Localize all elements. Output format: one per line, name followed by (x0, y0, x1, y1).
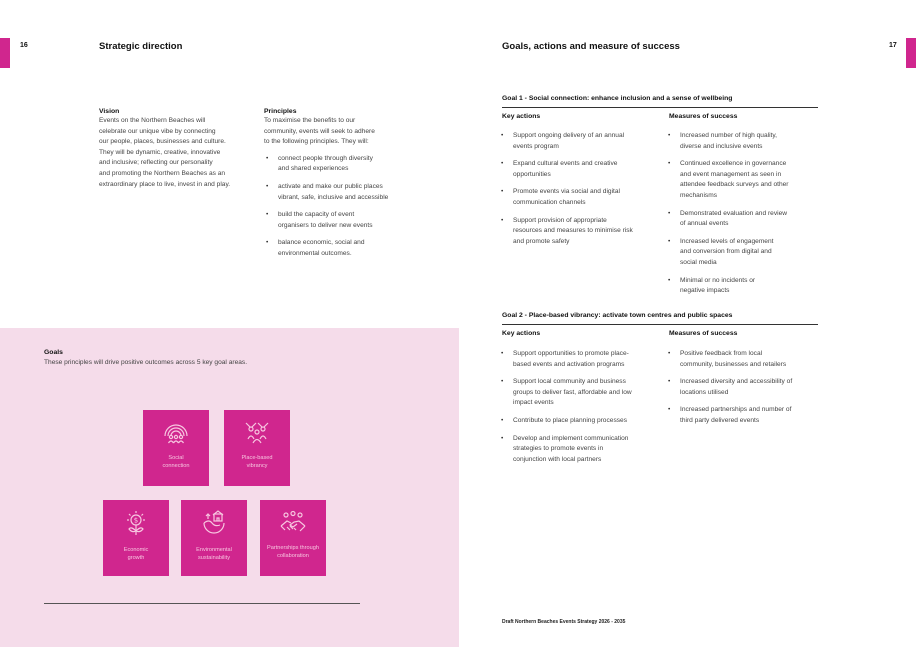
goal-tile-place-based-vibrancy (224, 410, 290, 486)
principle-item-line: connect people through diversity (278, 154, 373, 162)
principle-item (264, 210, 424, 231)
goal1-measure-item-line: mechanisms (680, 191, 718, 199)
goal-tile-environmental-sustainability (181, 500, 247, 576)
goals-intro: These principles will drive positive outcomes across 5 key goal areas. (44, 359, 248, 366)
goal1-actions-heading: Key actions (502, 113, 541, 120)
goal1-action-item (499, 187, 664, 208)
principle-item (264, 182, 424, 203)
goal2-measure-item-line: community, businesses and retailers (680, 360, 787, 368)
goal2-rule (502, 324, 818, 325)
vision-line: and inclusive; reflecting our personality (99, 159, 213, 167)
goal1-measure-item-line: Minimal or no incidents or (680, 276, 756, 284)
goals-divider (44, 603, 360, 604)
goal1-action-item-line: events program (513, 142, 559, 150)
goal2-actions-list (499, 349, 664, 472)
right-page-tab (906, 38, 916, 68)
goal1-measures-heading: Measures of success (669, 113, 738, 120)
tile-label: Environmental sustainability (196, 547, 232, 561)
goal-tile-economic-growth (103, 500, 169, 576)
goal2-action-item-line: impact events (513, 399, 554, 407)
goal2-measure-item-line: locations utilised (680, 388, 729, 396)
goal2-measure-item-line: Positive feedback from local (680, 350, 763, 357)
goal2-measure-item (666, 349, 826, 370)
principle-item-line: build the capacity of event (278, 211, 355, 219)
goal1-rule (502, 107, 818, 108)
goal1-measures-list (666, 131, 826, 304)
goal2-action-item-line: conjunction with local partners (513, 455, 602, 463)
goal2-measures-heading: Measures of success (669, 330, 738, 337)
goal2-action-item-line: Support opportunities to promote place- (513, 350, 629, 357)
left-page-number: 16 (20, 42, 28, 49)
goal1-action-item-line: and promote safety (513, 237, 570, 245)
svg-text:$: $ (133, 516, 139, 525)
right-page-title: Goals, actions and measure of success (502, 41, 680, 52)
earth-house-icon (201, 510, 227, 536)
goal1-measure-item-line: social media (680, 258, 717, 266)
principle-item-line: organisers to deliver new events (278, 221, 373, 229)
vision-line: our people, places, businesses and culture. (99, 138, 226, 146)
goal2-measure-item (666, 405, 826, 426)
goal1-action-item (499, 131, 664, 152)
goal1-action-item-line: Support provision of appropriate (513, 216, 607, 224)
goal2-action-item-line: Develop and implement communication (513, 434, 629, 442)
vision-line: and promoting the Northern Beaches as an (99, 169, 226, 177)
goal1-measure-item (666, 276, 826, 297)
goal2-action-item-line: Support local community and business (513, 378, 626, 386)
right-page-number: 17 (889, 42, 897, 49)
goal2-action-item-line: based events and activation programs (513, 360, 625, 368)
principle-item-line: activate and make our public places (278, 182, 383, 190)
vision-text (99, 116, 259, 190)
document-footer: Draft Northern Beaches Events Strategy 2026 - 2035 (502, 619, 626, 625)
goal2-action-item-line: groups to deliver fast, affordable and low (513, 388, 632, 396)
goal2-action-item-line: strategies to promote events in (513, 445, 604, 453)
principle-item-line: and shared experiences (278, 165, 349, 173)
left-page-tab (0, 38, 10, 68)
goal2-measure-item (666, 377, 826, 398)
goal1-measure-item (666, 237, 826, 269)
goal1-action-item-line: resources and measures to minimise risk (513, 227, 633, 235)
principles-intro-line: To maximise the benefits to our (264, 117, 356, 124)
goals-panel (0, 328, 459, 647)
principles-section (264, 108, 424, 267)
goal1-measure-item-line: Increased levels of engagement (680, 237, 774, 245)
tile-label: Place-based vibrancy (241, 455, 273, 469)
goal2-action-item (499, 349, 664, 370)
principle-item (264, 238, 424, 259)
goal1-action-item-line: Promote events via social and digital (513, 188, 621, 196)
goal2-measure-item-line: Increased diversity and accessibility of (680, 378, 793, 386)
goals-heading: Goals (44, 349, 63, 356)
vision-line: celebrate our unique vibe by connecting (99, 127, 216, 135)
principle-item-line: environmental outcomes. (278, 249, 352, 257)
goal1-measure-item-line: Continued excellence in governance (680, 160, 787, 168)
principles-heading: Principles (264, 108, 297, 115)
goal-tile-partnerships (260, 500, 326, 576)
principles-intro-line: to the following principles. They will: (264, 138, 369, 146)
goal-tile-social-connection (143, 410, 209, 486)
goal1-actions-list (499, 131, 664, 254)
goal2-action-item (499, 434, 664, 466)
goal1-measure-item-line: of annual events (680, 220, 729, 228)
vision-line: They will be dynamic, creative, innovative (99, 148, 221, 156)
principle-item (264, 154, 424, 175)
tile-label: Partnerships through collaboration (267, 545, 319, 559)
goal1-measure-item (666, 209, 826, 230)
goal2-action-item (499, 377, 664, 409)
goal1-measure-item (666, 159, 826, 201)
handshake-icon (279, 510, 307, 534)
goal2-measure-item-line: Increased partnerships and number of (680, 406, 792, 414)
goal1-action-item-line: Expand cultural events and creative (513, 160, 618, 168)
rainbow-people-icon (163, 420, 189, 444)
principles-list (264, 154, 424, 260)
goal2-title: Goal 2 - Place-based vibrancy: activate town centres and public spaces (502, 312, 733, 319)
principles-intro (264, 116, 424, 148)
vision-line: extraordinary place to live, invest in and play. (99, 180, 231, 188)
goal2-measures-list (666, 349, 826, 434)
vision-heading: Vision (99, 108, 120, 115)
goal1-measure-item-line: diverse and inclusive events (680, 142, 763, 150)
goal2-action-item (499, 416, 664, 427)
goal1-title: Goal 1 - Social connection: enhance inclusion and a sense of wellbeing (502, 95, 733, 102)
goal2-action-item-line: Contribute to place planning processes (513, 416, 627, 424)
goal1-measure-item (666, 131, 826, 152)
goal2-measure-item-line: third party delivered events (680, 416, 760, 424)
principles-intro-line: community, events will seek to adhere (264, 127, 375, 135)
goal1-measure-item-line: Increased number of high quality, (680, 132, 778, 139)
principle-item-line: vibrant, safe, inclusive and accessible (278, 193, 389, 201)
vision-line: Events on the Northern Beaches will (99, 117, 206, 124)
goal2-actions-heading: Key actions (502, 330, 541, 337)
vision-section (99, 108, 259, 190)
left-page-title: Strategic direction (99, 41, 183, 52)
goal1-measure-item-line: and event management as seen in (680, 170, 782, 178)
tile-label: Social connection (162, 455, 190, 469)
goal1-measure-item-line: and conversion from digital and (680, 248, 772, 256)
goal1-action-item-line: opportunities (513, 170, 551, 178)
goal1-action-item-line: Support ongoing delivery of an annual (513, 132, 625, 139)
celebrating-people-icon (242, 420, 272, 444)
goal1-measure-item-line: negative impacts (680, 287, 730, 295)
tile-label: Economic growth (123, 547, 149, 561)
money-plant-icon (124, 510, 148, 536)
goal1-measure-item-line: attendee feedback surveys and other (680, 181, 789, 189)
goal1-action-item-line: communication channels (513, 198, 586, 206)
goal1-action-item (499, 216, 664, 248)
goal1-measure-item-line: Demonstrated evaluation and review (680, 209, 788, 217)
principle-item-line: balance economic, social and (278, 239, 365, 247)
goal1-action-item (499, 159, 664, 180)
